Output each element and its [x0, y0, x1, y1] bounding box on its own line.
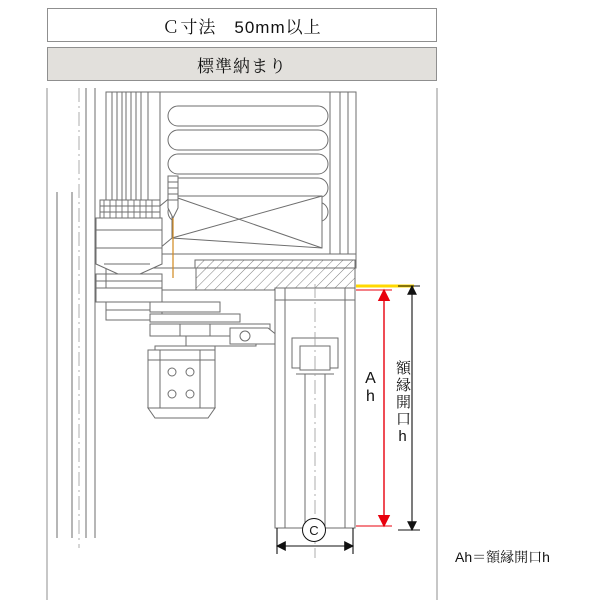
- sash-mechanism: [96, 288, 278, 418]
- wall-section: [57, 88, 95, 548]
- banner-standard-fitting: [47, 47, 437, 81]
- banner-dimension-c: [47, 8, 437, 42]
- formula-note: Ah＝額縁開口h: [455, 549, 550, 565]
- banner-dimension-c-label: Ｃ寸法 50mm以上: [162, 17, 322, 37]
- dimension-ah-label: Ah: [362, 370, 379, 406]
- dimension-ah: [356, 290, 392, 526]
- dimension-c-label: C: [302, 518, 326, 542]
- banner-standard-fitting-label: 標準納まり: [197, 56, 287, 76]
- dimension-gakubuchi-label: 額縁開口h: [394, 360, 411, 447]
- technical-drawing: [0, 88, 600, 600]
